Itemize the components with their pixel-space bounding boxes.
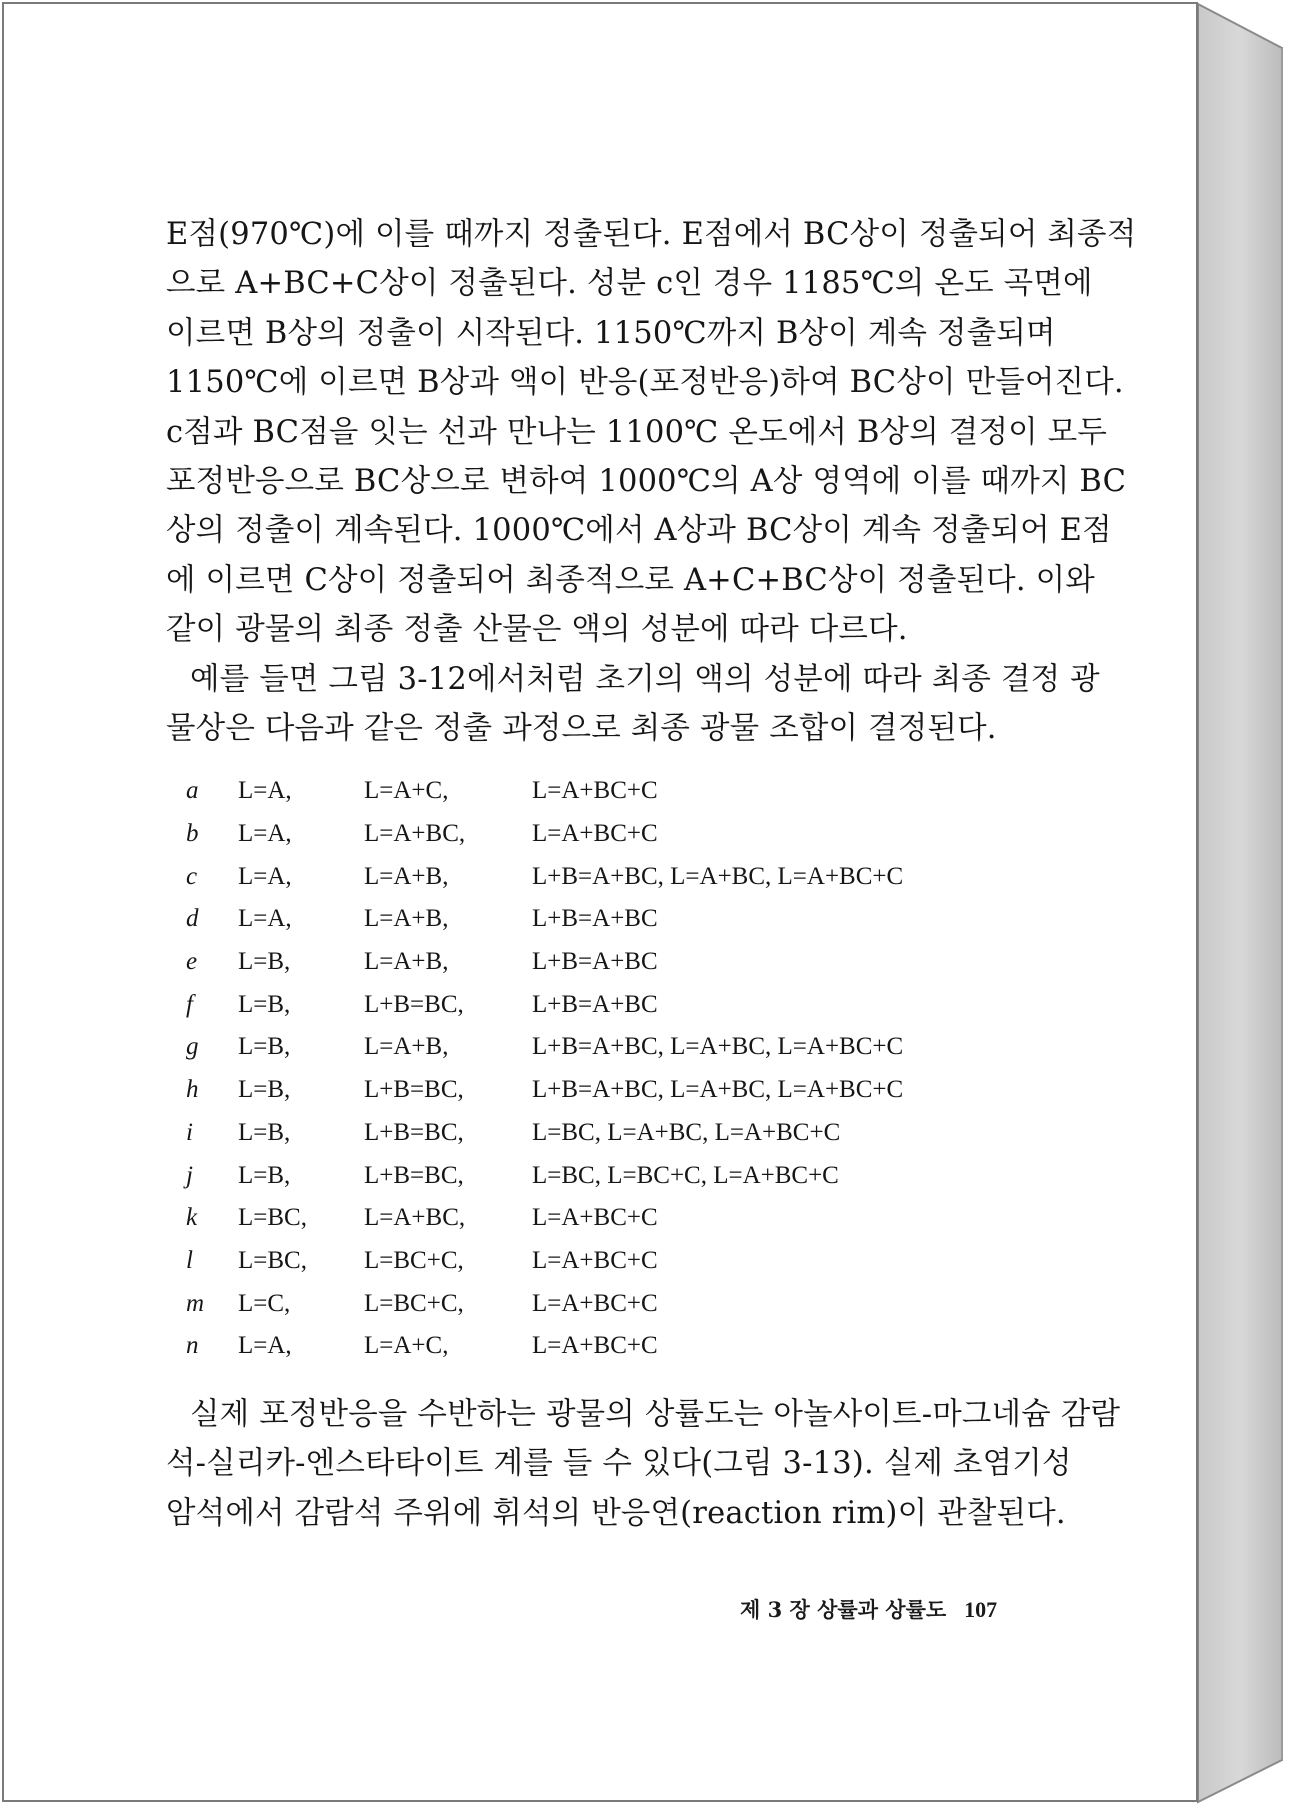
table-row <box>166 1282 972 1325</box>
sequence-label: j <box>186 1161 193 1189</box>
table-row <box>166 1112 972 1155</box>
text-line: E점(970℃)에 이를 때까지 정출된다. E점에서 BC상이 정출되어 최종적 <box>166 217 1137 252</box>
text-line: 석-실리카-엔스타타이트 계를 들 수 있다(그림 3-13). 실제 초염기성 <box>166 1446 1072 1482</box>
text-line: 이르면 B상의 정출이 시작된다. 1150℃까지 B상이 계속 정출되며 <box>166 315 1056 351</box>
step-3: L=A+BC+C <box>532 1332 658 1360</box>
step-3: L=A+BC+C <box>532 1246 658 1274</box>
sequence-label: h <box>186 1076 199 1104</box>
sequence-label: a <box>186 777 199 805</box>
table-row <box>166 855 972 898</box>
step-2: L=A+B, <box>364 905 449 933</box>
table-row <box>166 983 972 1026</box>
sequence-label: b <box>186 820 199 848</box>
step-1: L=B, <box>238 948 291 976</box>
step-2: L+B=BC, <box>364 1161 464 1189</box>
sequence-label: d <box>186 905 199 933</box>
table-row <box>166 941 972 984</box>
step-1: L=C, <box>238 1289 291 1317</box>
crystallization-sequence-table <box>166 770 972 1368</box>
sequence-label: m <box>186 1289 205 1317</box>
body-text-bottom <box>166 1390 1121 1538</box>
table-row <box>166 1197 972 1240</box>
step-1: L=A, <box>238 905 292 933</box>
step-1: L=B, <box>238 1076 291 1104</box>
step-3: L=BC, L=BC+C, L=A+BC+C <box>532 1161 839 1189</box>
paragraph-3 <box>166 1390 1121 1538</box>
step-2: L=BC+C, <box>364 1289 464 1317</box>
step-3: L=A+BC+C <box>532 820 658 848</box>
step-1: L=BC, <box>238 1204 307 1232</box>
step-3: L+B=A+BC <box>532 905 658 933</box>
table-row <box>166 1240 972 1283</box>
page-number: 107 <box>964 1597 998 1622</box>
text-line: 암석에서 감람석 주위에 휘석의 반응연(reaction rim)이 관찰된다. <box>166 1495 1066 1531</box>
step-1: L=BC, <box>238 1246 307 1274</box>
paragraph-2 <box>166 655 1100 754</box>
step-3: L+B=A+BC <box>532 948 658 976</box>
step-2: L=A+B, <box>364 1033 449 1061</box>
text-line: 상의 정출이 계속된다. 1000℃에서 A상과 BC상이 계속 정출되어 E점 <box>166 513 1112 549</box>
text-line: c점과 BC점을 잇는 선과 만나는 1100℃ 온도에서 B상의 결정이 모두 <box>166 414 1107 450</box>
text-line: 실제 포정반응을 수반하는 광물의 상률도는 아놀사이트-마그네슘 감람 <box>190 1397 1121 1432</box>
sequence-label: k <box>186 1204 198 1232</box>
step-2: L=BC+C, <box>364 1246 464 1274</box>
step-2: L+B=BC, <box>364 1076 464 1104</box>
step-2: L=A+B, <box>364 862 449 890</box>
step-3: L=A+BC+C <box>532 777 658 805</box>
sequence-label: e <box>186 948 198 976</box>
table-row <box>166 1325 972 1368</box>
step-3: L+B=A+BC, L=A+BC, L=A+BC+C <box>532 1076 904 1104</box>
text-line: 에 이르면 C상이 정출되어 최종적으로 A+C+BC상이 정출된다. 이와 <box>166 562 1095 598</box>
chapter-title: 제 3 장 상률과 상률도 <box>740 1597 947 1622</box>
text-line: 으로 A+BC+C상이 정출된다. 성분 c인 경우 1185℃의 온도 곡면에 <box>166 266 1093 302</box>
text-line: 1150℃에 이르면 B상과 액이 반응(포정반응)하여 BC상이 만들어진다. <box>166 365 1124 401</box>
sequence-label: n <box>186 1332 199 1360</box>
text-line: 예를 들면 그림 3-12에서처럼 초기의 액의 성분에 따라 최종 결정 광 <box>190 661 1100 697</box>
step-2: L=A+B, <box>364 948 449 976</box>
step-1: L=A, <box>238 777 292 805</box>
step-1: L=A, <box>238 820 292 848</box>
step-1: L=A, <box>238 862 292 890</box>
sequence-label: l <box>186 1246 193 1274</box>
step-2: L=A+BC, <box>364 1204 466 1232</box>
table-row <box>166 1154 972 1197</box>
table-row <box>166 1069 972 1112</box>
step-3: L+B=A+BC, L=A+BC, L=A+BC+C <box>532 862 904 890</box>
step-1: L=A, <box>238 1332 292 1360</box>
step-2: L+B=BC, <box>364 1118 464 1146</box>
sequence-label: g <box>186 1033 199 1061</box>
sequence-label: c <box>186 862 198 890</box>
step-2: L=A+C, <box>364 777 449 805</box>
table-row <box>166 898 972 941</box>
text-line: 물상은 다음과 같은 정출 과정으로 최종 광물 조합이 결정된다. <box>166 711 997 747</box>
step-1: L=B, <box>238 1033 291 1061</box>
step-1: L=B, <box>238 990 291 1018</box>
step-3: L=BC, L=A+BC, L=A+BC+C <box>532 1118 841 1146</box>
step-2: L=A+BC, <box>364 820 466 848</box>
sequence-rows <box>166 770 972 1368</box>
step-3: L+B=A+BC, L=A+BC, L=A+BC+C <box>532 1033 904 1061</box>
step-1: L=B, <box>238 1161 291 1189</box>
text-line: 같이 광물의 최종 정출 산물은 액의 성분에 따라 다르다. <box>166 612 908 648</box>
table-row <box>166 1026 972 1069</box>
step-3: L=A+BC+C <box>532 1204 658 1232</box>
table-row <box>166 813 972 856</box>
sequence-label: f <box>186 990 193 1018</box>
step-2: L+B=BC, <box>364 990 464 1018</box>
step-3: L+B=A+BC <box>532 990 658 1018</box>
text-line: 포정반응으로 BC상으로 변하여 1000℃의 A상 영역에 이를 때까지 BC <box>166 464 1127 500</box>
step-2: L=A+C, <box>364 1332 449 1360</box>
body-text-top <box>166 210 1137 753</box>
paragraph-1 <box>166 210 1137 655</box>
sequence-label: i <box>186 1118 193 1146</box>
step-1: L=B, <box>238 1118 291 1146</box>
table-row <box>166 770 972 813</box>
step-3: L=A+BC+C <box>532 1289 658 1317</box>
running-footer <box>740 1594 997 1624</box>
